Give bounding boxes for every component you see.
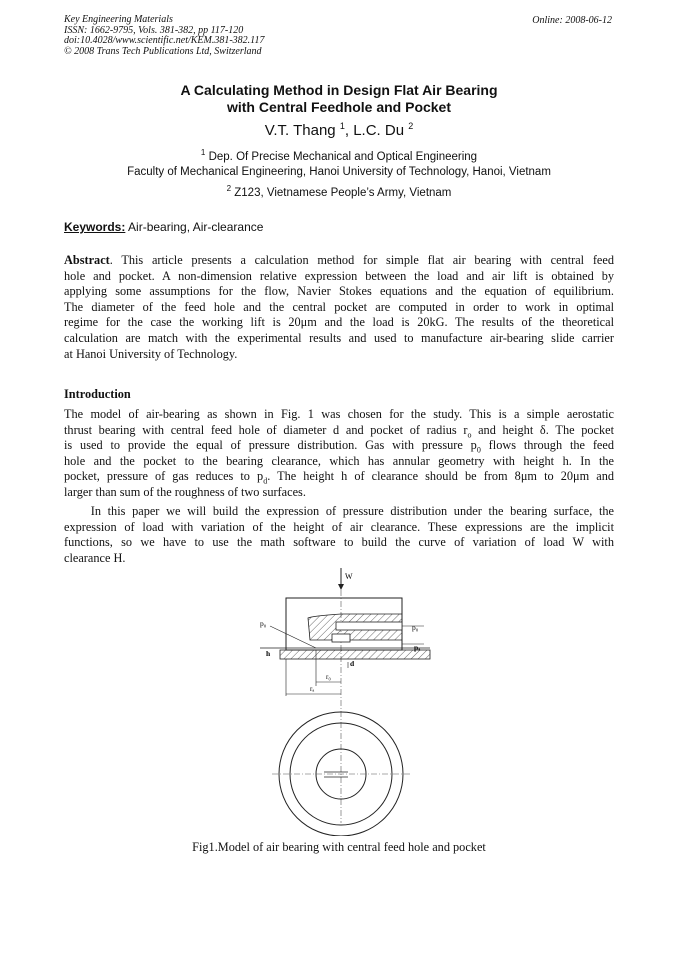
intro-line-5-b: . The height h of clearance should be from 8μm to 20μm and xyxy=(267,469,614,484)
label-pa: pₐ xyxy=(414,643,421,652)
abstract-line-5: regime for the case the working lift is 20μm and the load is 20kG. The results of the theoretical xyxy=(64,315,614,330)
section-heading-introduction: Introduction xyxy=(64,387,131,401)
abstract-line-2: hole and pocket. A non-dimension relative expression between the load and air lift is obtained by xyxy=(64,268,614,283)
intro-line-5 xyxy=(64,469,614,485)
title-line-1: A Calculating Method in Design Flat Air Bearing xyxy=(180,82,498,98)
label-w: W xyxy=(345,572,353,581)
issn-line: ISSN: 1662-9795, Vols. 381-382, pp 117-120 xyxy=(64,24,244,36)
label-h: h xyxy=(266,649,271,658)
abstract-line-4: The diameter of the feed hole and the central pocket are computed in order to work in optimal xyxy=(64,299,614,314)
abstract-label: Abstract xyxy=(64,253,110,267)
intro-line-4: hole and the pocket to the bearing clearance, which has annular geometry with height h. In the xyxy=(64,453,614,468)
label-ra: rₐ xyxy=(310,685,315,693)
author-separator: , xyxy=(344,122,354,139)
feed-channel xyxy=(336,622,402,630)
keywords-text: Air-bearing, Air-clearance xyxy=(125,220,264,234)
copyright-line: © 2008 Trans Tech Publications Ltd, Switzerland xyxy=(64,45,262,57)
label-p0-left: p₀ xyxy=(260,619,267,628)
intro-p2-line-2: expression of load with variation of the height of air clearance. These expressions are the implicit xyxy=(64,519,614,534)
introduction-paragraph-1 xyxy=(64,407,614,501)
author-2: L.C. Du xyxy=(353,122,405,139)
affiliation-2-text: Z123, Vietnamese People’s Army, Vietnam xyxy=(234,187,452,199)
base-plate xyxy=(280,650,430,659)
affiliation-1 xyxy=(0,150,678,180)
online-date: Online: 2008-06-12 xyxy=(532,15,612,26)
title-line-2: with Central Feedhole and Pocket xyxy=(226,99,452,115)
figure-1-caption: Fig1.Model of air bearing with central feed hole and pocket xyxy=(192,840,486,854)
intro-line-3-a: is used to provide the equal of pressure distribution. Gas with pressure p xyxy=(64,438,477,453)
keywords-label: Keywords: xyxy=(64,220,126,234)
intro-p2-line-1: In this paper we will build the expression of pressure distribution under the bearing surface, the xyxy=(64,504,614,518)
author-2-affiliation-mark: 2 xyxy=(408,121,414,131)
intro-p2-line-3: functions, so we have to use the math software to build the curve of variation of load W with xyxy=(64,535,614,550)
affiliation-1-line-2: Faculty of Mechanical Engineering, Hanoi University of Technology, Hanoi, Vietnam xyxy=(127,166,551,178)
affiliation-2 xyxy=(0,186,678,201)
affiliation-1-line-1: Dep. Of Precise Mechanical and Optical Engineering xyxy=(208,151,478,163)
abstract-line-1: . This article presents a calculation method for simple flat air bearing with central feed xyxy=(109,253,614,267)
intro-line-2-a: thrust bearing with central feed hole of diameter d and pocket of radius r xyxy=(64,422,468,437)
affiliation-1-mark: 1 xyxy=(200,148,206,158)
intro-line-5-a: pocket, pressure of gas reduces to p xyxy=(64,469,264,484)
p0-subscript: 0 xyxy=(476,445,481,455)
label-r0: r₀ xyxy=(326,673,331,681)
affiliation-2-mark: 2 xyxy=(226,184,232,194)
pd-subscript: d xyxy=(263,476,268,486)
journal-name: Key Engineering Materials xyxy=(64,14,173,25)
author-1: V.T. Thang xyxy=(264,122,336,139)
intro-line-3 xyxy=(64,438,614,454)
intro-line-6: larger than sum of the roughness of two surfaces. xyxy=(64,484,306,499)
doi-line[interactable]: doi:10.4028/www.scientific.net/KEM.381-382.117 xyxy=(64,35,265,46)
ro-subscript: o xyxy=(467,430,472,440)
figure-air-bearing-model xyxy=(240,568,440,836)
paper-title xyxy=(0,82,678,116)
label-p0-right: p₀ xyxy=(412,623,419,632)
abstract-line-6: calculation are match with the experimental results and used to manufacture air-bearing slide carrier xyxy=(64,330,614,345)
author-list xyxy=(0,122,678,139)
introduction-paragraph-2 xyxy=(64,504,614,566)
abstract xyxy=(64,253,614,362)
abstract-line-3: applying some assumptions for the flow, Navier Stokes equations and the equation of equilibrium. xyxy=(64,284,614,299)
intro-line-3-b: flows through the feed xyxy=(480,438,614,453)
intro-line-1: The model of air-bearing as shown in Fig. 1 was chosen for the study. This is a simple aerostatic xyxy=(64,407,614,421)
load-arrow-head xyxy=(338,584,344,590)
intro-line-2-b: and height δ. The pocket xyxy=(471,422,614,437)
abstract-line-7: at Hanoi University of Technology. xyxy=(64,346,238,361)
journal-metadata xyxy=(64,15,264,57)
author-1-affiliation-mark: 1 xyxy=(339,121,345,131)
central-pocket xyxy=(332,634,350,642)
label-d: d xyxy=(350,659,355,668)
intro-line-2 xyxy=(64,423,614,439)
keywords xyxy=(64,220,263,234)
intro-p2-line-4: clearance H. xyxy=(64,550,126,565)
